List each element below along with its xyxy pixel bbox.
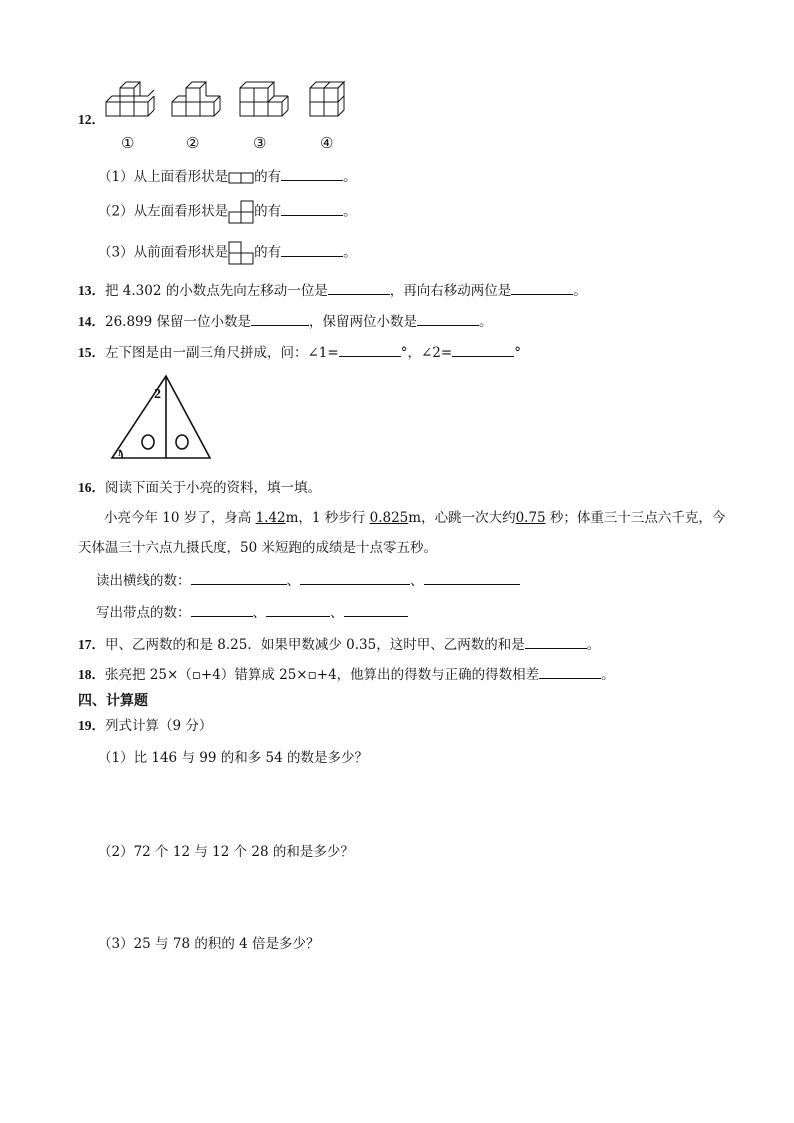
figure-label-3: ③ [253, 134, 267, 152]
q16-paragraph-line2: 天体温三十六点九摄氏度，50 米短跑的成绩是十点零五秒。 [78, 540, 437, 556]
q16-write-answer-2[interactable] [266, 602, 330, 617]
l-shape-squares-icon [228, 200, 254, 224]
q17: 17．甲、乙两数的和是 8.25．如果甲数减少 0.35，这时甲、乙两数的和是 。 [78, 634, 600, 655]
q14-answer-1[interactable] [251, 311, 309, 326]
q19-sub3: （3）25 与 78 的积的 4 倍是多少？ [98, 936, 320, 952]
q13-answer-2[interactable] [511, 280, 573, 295]
q12-answer-1[interactable] [281, 166, 343, 181]
angle-1-label: 1 [117, 448, 122, 458]
q12-answer-3[interactable] [281, 242, 343, 257]
q17-answer[interactable] [525, 634, 587, 649]
q19-sub1: （1）比 146 与 99 的和多 54 的数是多少？ [98, 750, 368, 766]
q16-read-answer-2[interactable] [300, 570, 410, 585]
q16-write: 写出带点的数： 、 、 [96, 602, 408, 623]
triangle-rulers-figure [108, 374, 212, 464]
q16-paragraph-line1: 小亮今年 10 岁了，身高 1.42m，1 秒步行 0.825m，心跳一次大约0.75 秒；体重三十三点六千克，今 [104, 510, 726, 526]
q12-sub2: （2）从左面看形状是 的有 。 [98, 200, 357, 224]
q13: 13．把 4.302 的小数点先向左移动一位是 ，再向右移动两位是 。 [78, 280, 587, 301]
q19-sub2: （2）72 个 12 与 12 个 28 的和是多少？ [98, 844, 354, 860]
q14: 14．26.899 保留一位小数是 ，保留两位小数是 。 [78, 311, 493, 332]
cube-figure-2 [170, 84, 230, 124]
q16-read-answer-3[interactable] [424, 570, 520, 585]
q19-title: 19．列式计算（9 分） [78, 718, 213, 734]
q12-sub3: （3）从前面看形状是 的有 。 [98, 241, 357, 265]
q15-answer-1[interactable] [339, 342, 401, 357]
cube-figure-3 [238, 84, 288, 124]
figure-label-4: ④ [320, 134, 334, 152]
two-squares-horizontal-icon [228, 172, 254, 184]
cube-figure-4 [308, 84, 352, 124]
q12-sub1: （1）从上面看形状是 的有 。 [98, 166, 357, 187]
q15: 15．左下图是由一副三角尺拼成，问：∠1= °，∠2= ° [78, 342, 521, 363]
q16-read-answer-1[interactable] [191, 570, 287, 585]
q16-write-answer-1[interactable] [191, 602, 253, 617]
section-heading: 四、计算题 [78, 693, 148, 709]
q16-read: 读出横线的数： 、 、 [96, 570, 520, 591]
angle-2-label: 2 [154, 387, 161, 402]
q18-answer[interactable] [539, 664, 601, 679]
q16-write-answer-3[interactable] [344, 602, 408, 617]
cube-figure-1 [104, 84, 154, 124]
q15-answer-2[interactable] [452, 342, 514, 357]
l-shape-squares-left-icon [228, 241, 254, 265]
q14-answer-2[interactable] [417, 311, 479, 326]
q12-answer-2[interactable] [281, 201, 343, 216]
q12-number: 12． [78, 112, 105, 127]
figure-label-2: ② [186, 134, 200, 152]
q13-answer-1[interactable] [328, 280, 390, 295]
figure-label-1: ① [121, 134, 135, 152]
q16-intro: 16．阅读下面关于小亮的资料，填一填。 [78, 480, 321, 496]
q18: 18．张亮把 25×（▫+4）错算成 25×▫+4，他算出的得数与正确的得数相差 。 [78, 664, 615, 685]
